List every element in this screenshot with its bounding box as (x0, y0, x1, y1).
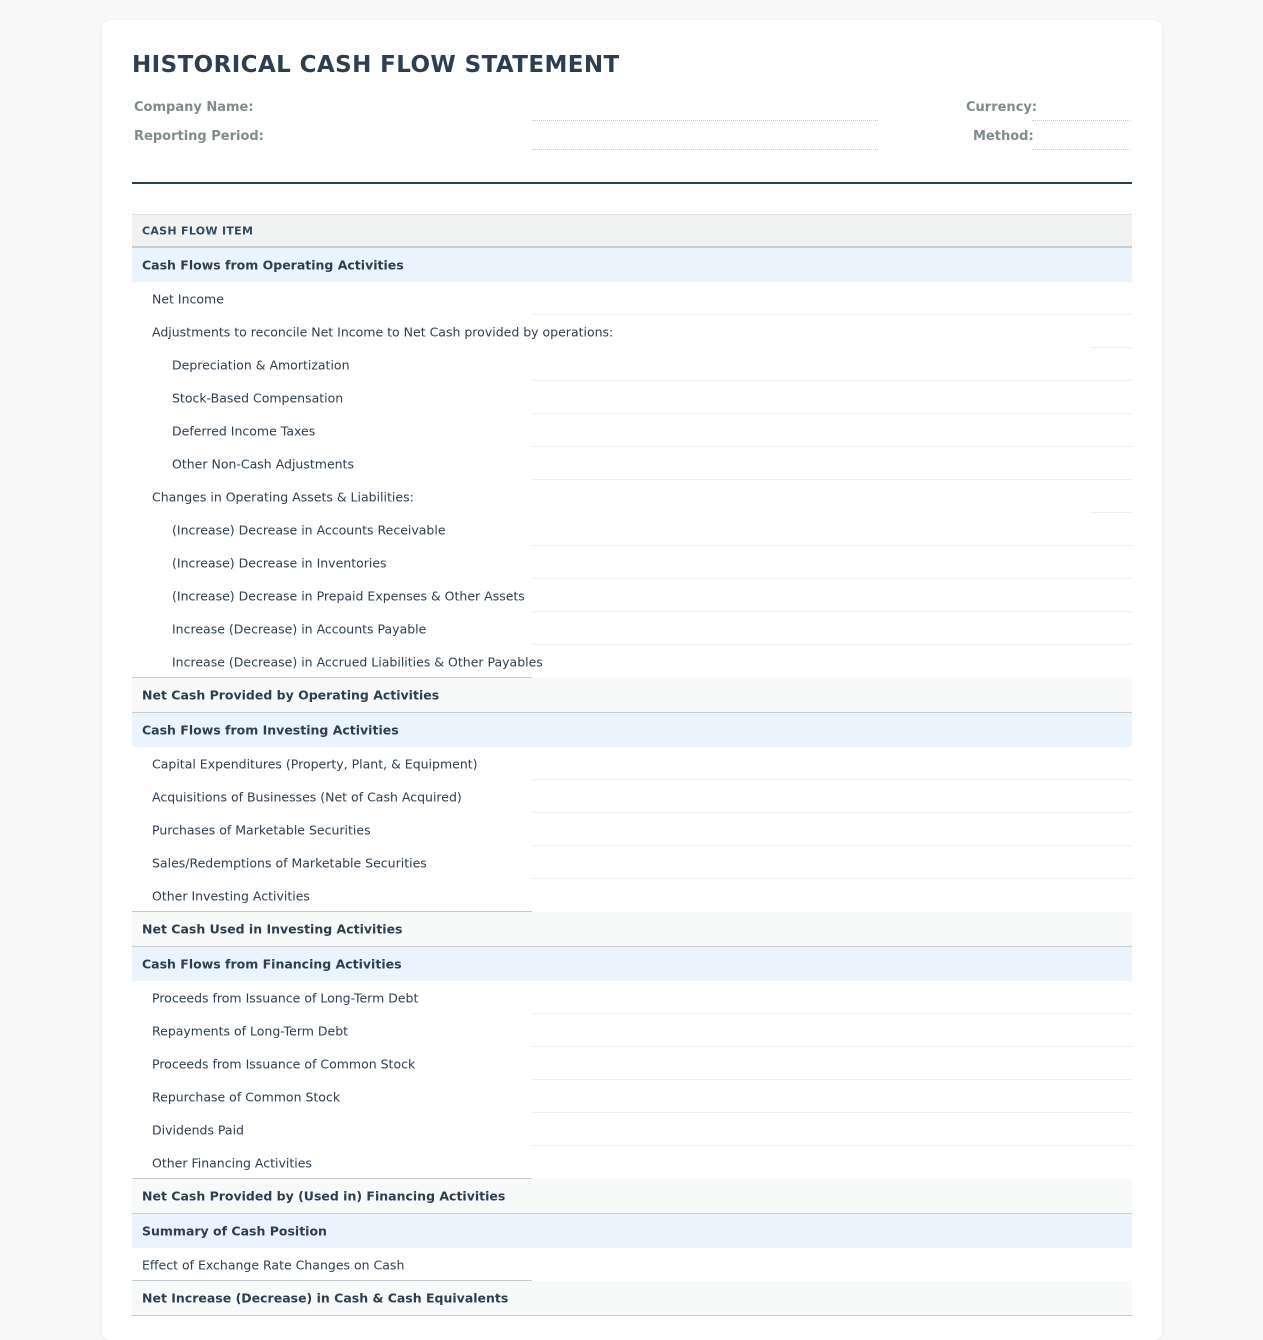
row-label: Proceeds from Issuance of Long-Term Debt (152, 990, 419, 1005)
table-row (132, 1146, 1132, 1179)
total-row-financing (132, 1179, 1132, 1214)
section-heading: Cash Flows from Operating Activities (142, 257, 404, 273)
table-row (132, 414, 1132, 447)
column-header (132, 214, 1132, 248)
reporting-period-label: Reporting Period: (134, 129, 264, 144)
currency-label: Currency: (966, 100, 1038, 115)
table-row (132, 813, 1132, 846)
section-summary (132, 1214, 1132, 1248)
row-label: Depreciation & Amortization (172, 357, 350, 372)
row-label: Increase (Decrease) in Accrued Liabilities & Other Payables (172, 654, 543, 669)
column-header-label: CASH FLOW ITEM (142, 224, 254, 237)
table-row (132, 981, 1132, 1014)
reporting-period-field[interactable] (532, 149, 878, 150)
table-row (132, 780, 1132, 813)
table-row (132, 282, 1132, 315)
header-divider (132, 182, 1132, 184)
row-label: Repurchase of Common Stock (152, 1089, 341, 1104)
table-row (132, 1113, 1132, 1146)
row-label: Effect of Exchange Rate Changes on Cash (142, 1257, 405, 1272)
row-label: Sales/Redemptions of Marketable Securities (152, 855, 427, 870)
total-label: Net Cash Provided by (Used in) Financing Activities (142, 1188, 506, 1204)
row-label: Deferred Income Taxes (172, 423, 316, 438)
table-row (132, 1080, 1132, 1113)
table-row (132, 348, 1132, 381)
row-label: Other Investing Activities (152, 888, 310, 903)
table-row (132, 381, 1132, 414)
total-label: Net Increase (Decrease) in Cash & Cash Equivalents (142, 1290, 509, 1306)
row-label: Net Income (152, 291, 224, 306)
method-label: Method: (973, 129, 1034, 144)
row-label: Other Financing Activities (152, 1155, 312, 1170)
row-label: Other Non-Cash Adjustments (172, 456, 354, 471)
row-label: Proceeds from Issuance of Common Stock (152, 1056, 416, 1071)
section-heading: Cash Flows from Investing Activities (142, 722, 399, 738)
table-row (132, 513, 1132, 546)
page-title: HISTORICAL CASH FLOW STATEMENT (132, 52, 620, 78)
row-label: Changes in Operating Assets & Liabilities: (152, 489, 414, 504)
currency-field[interactable] (1032, 120, 1130, 121)
row-label: Dividends Paid (152, 1122, 244, 1137)
total-row-operating (132, 678, 1132, 713)
table-row (132, 846, 1132, 879)
row-label: (Increase) Decrease in Inventories (172, 555, 387, 570)
company-name-label: Company Name: (134, 100, 254, 115)
row-label: Stock-Based Compensation (172, 390, 344, 405)
statement-sheet (102, 20, 1162, 1340)
total-row-investing (132, 912, 1132, 947)
table-row (132, 1014, 1132, 1047)
section-heading: Cash Flows from Financing Activities (142, 956, 402, 972)
table-row (132, 480, 1132, 513)
table-row (132, 1248, 1132, 1281)
method-field[interactable] (1032, 149, 1130, 150)
table-row (132, 645, 1132, 678)
company-name-field[interactable] (532, 120, 878, 121)
row-label: Repayments of Long-Term Debt (152, 1023, 349, 1038)
table-row (132, 579, 1132, 612)
table-row (132, 546, 1132, 579)
row-label: Acquisitions of Businesses (Net of Cash Acquired) (152, 789, 462, 804)
section-heading: Summary of Cash Position (142, 1223, 327, 1239)
row-label: Capital Expenditures (Property, Plant, & Equipment) (152, 756, 478, 771)
table-row (132, 447, 1132, 480)
table-row (132, 612, 1132, 645)
cash-flow-table (132, 214, 1132, 1316)
section-operating (132, 248, 1132, 282)
table-row (132, 747, 1132, 780)
row-label: Purchases of Marketable Securities (152, 822, 371, 837)
total-label: Net Cash Provided by Operating Activities (142, 687, 440, 703)
section-investing (132, 713, 1132, 747)
row-label: Increase (Decrease) in Accounts Payable (172, 621, 427, 636)
table-row (132, 315, 1132, 348)
row-label: (Increase) Decrease in Accounts Receivable (172, 522, 446, 537)
table-row (132, 1047, 1132, 1080)
section-financing (132, 947, 1132, 981)
row-label: (Increase) Decrease in Prepaid Expenses & Other Assets (172, 588, 525, 603)
table-row (132, 879, 1132, 912)
row-label: Adjustments to reconcile Net Income to Net Cash provided by operations: (152, 324, 614, 339)
total-row-net-change (132, 1281, 1132, 1316)
total-label: Net Cash Used in Investing Activities (142, 921, 403, 937)
